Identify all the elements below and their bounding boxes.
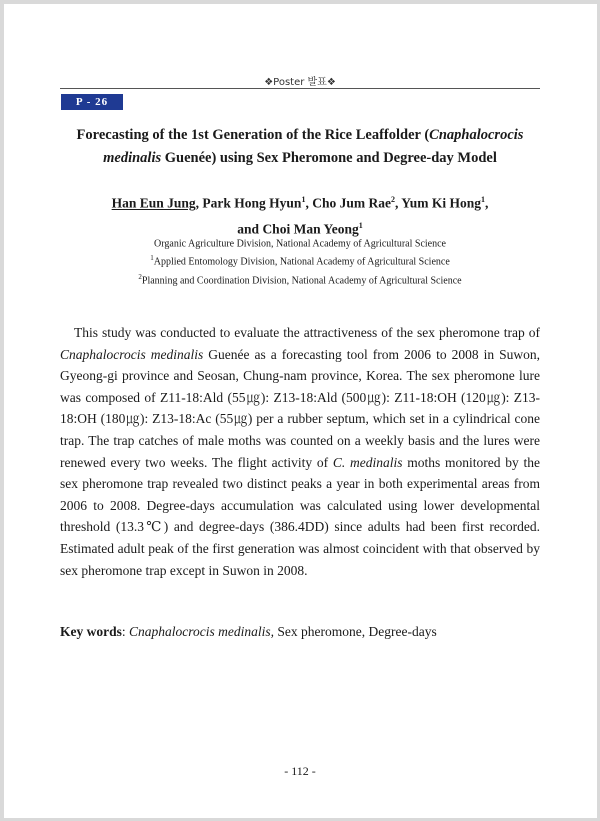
affiliation-text: Planning and Coordination Division, National Academy of Agricultural Science <box>141 274 462 286</box>
keywords-label: Key words <box>60 624 122 639</box>
author-name: and Choi Man Yeong <box>237 221 359 236</box>
paper-title <box>60 124 540 170</box>
keywords-rest: Sex pheromone, Degree-days <box>274 624 437 639</box>
affiliation-text: Applied Entomology Division, National Academy of Agricultural Science <box>153 256 450 268</box>
affiliation-line <box>60 251 540 269</box>
abstract-species: C. medinalis <box>332 454 403 470</box>
author-separator: , <box>485 195 489 211</box>
header-divider <box>60 88 540 89</box>
author-affil-mark: 1 <box>481 195 485 204</box>
author-affil-mark: 2 <box>390 195 395 204</box>
author-separator: , <box>394 195 402 211</box>
author-affil-mark: 1 <box>358 220 363 230</box>
author-separator: , <box>305 195 313 211</box>
author-name: Han Eun Jung <box>111 195 196 211</box>
abstract-species: Cnaphalocrocis medinalis <box>60 346 204 362</box>
page-border-top <box>0 0 600 4</box>
page-number: - 112 - <box>284 764 316 778</box>
running-header: ❖Poster 발표❖ <box>264 77 336 88</box>
abstract-paragraph <box>60 322 540 581</box>
abstract-text: This study was conducted to evaluate the attractiveness of the sex pheromone trap of <box>74 325 540 340</box>
poster-number-badge: P - 26 <box>61 94 123 110</box>
keywords-species: Cnaphalocrocis medinalis, <box>129 624 275 639</box>
author-name: Yum Ki Hong <box>401 195 481 211</box>
author-affil-mark: 1 <box>301 195 306 204</box>
affiliation-mark: 2 <box>138 272 142 281</box>
page-border-left <box>0 0 4 821</box>
affiliation-list <box>60 233 540 288</box>
author-separator: , <box>195 195 203 211</box>
abstract-text: moths monitored by the sex pheromone trap revealed two distinct peaks a year in both experimental areas from 2006 to 2008. Degree-days accumulation was calculated using lower developmental threshold (13.3℃) and degree-days (386.4DD) since adults had been first recorded. Estimated adult peak of the first generation was almost coincident with that observed by sex pheromone trap except in Suwon in 2008. <box>60 454 540 578</box>
title-part-1: Forecasting of the 1st Generation of the Rice Leaffolder ( <box>76 127 430 143</box>
author-name: Cho Jum Rae <box>312 195 391 211</box>
title-species: Cnaphalocrocis medinalis <box>103 127 524 166</box>
affiliation-text: Organic Agriculture Division, National Academy of Agricultural Science <box>154 238 446 250</box>
affiliation-mark: 1 <box>150 254 154 263</box>
title-part-2: Guenée) using Sex Pheromone and Degree-day Model <box>161 150 497 166</box>
affiliation-line <box>60 270 540 288</box>
author-name: Park Hong Hyun <box>202 195 302 211</box>
affiliation-line <box>60 233 540 251</box>
keywords-colon: : <box>121 624 130 639</box>
abstract-text: Guenée as a forecasting tool from 2006 to 2008 in Suwon, Gyeong-gi province and Seosan, Chung-nam province, Korea. The sex pheromone lure was composed of Z11-18:Ald (55㎍): Z13-18:Ald (500㎍): Z11-18:OH (120㎍): Z13-18:OH (180㎍): Z13-18:Ac (55㎍) per a rubber septum, which set in a cylindrical cone trap. The trap catches of male moths was counted on a weekly basis and the lures were renewed every two weeks. The flight activity of <box>60 346 540 470</box>
keywords-line <box>60 622 540 642</box>
